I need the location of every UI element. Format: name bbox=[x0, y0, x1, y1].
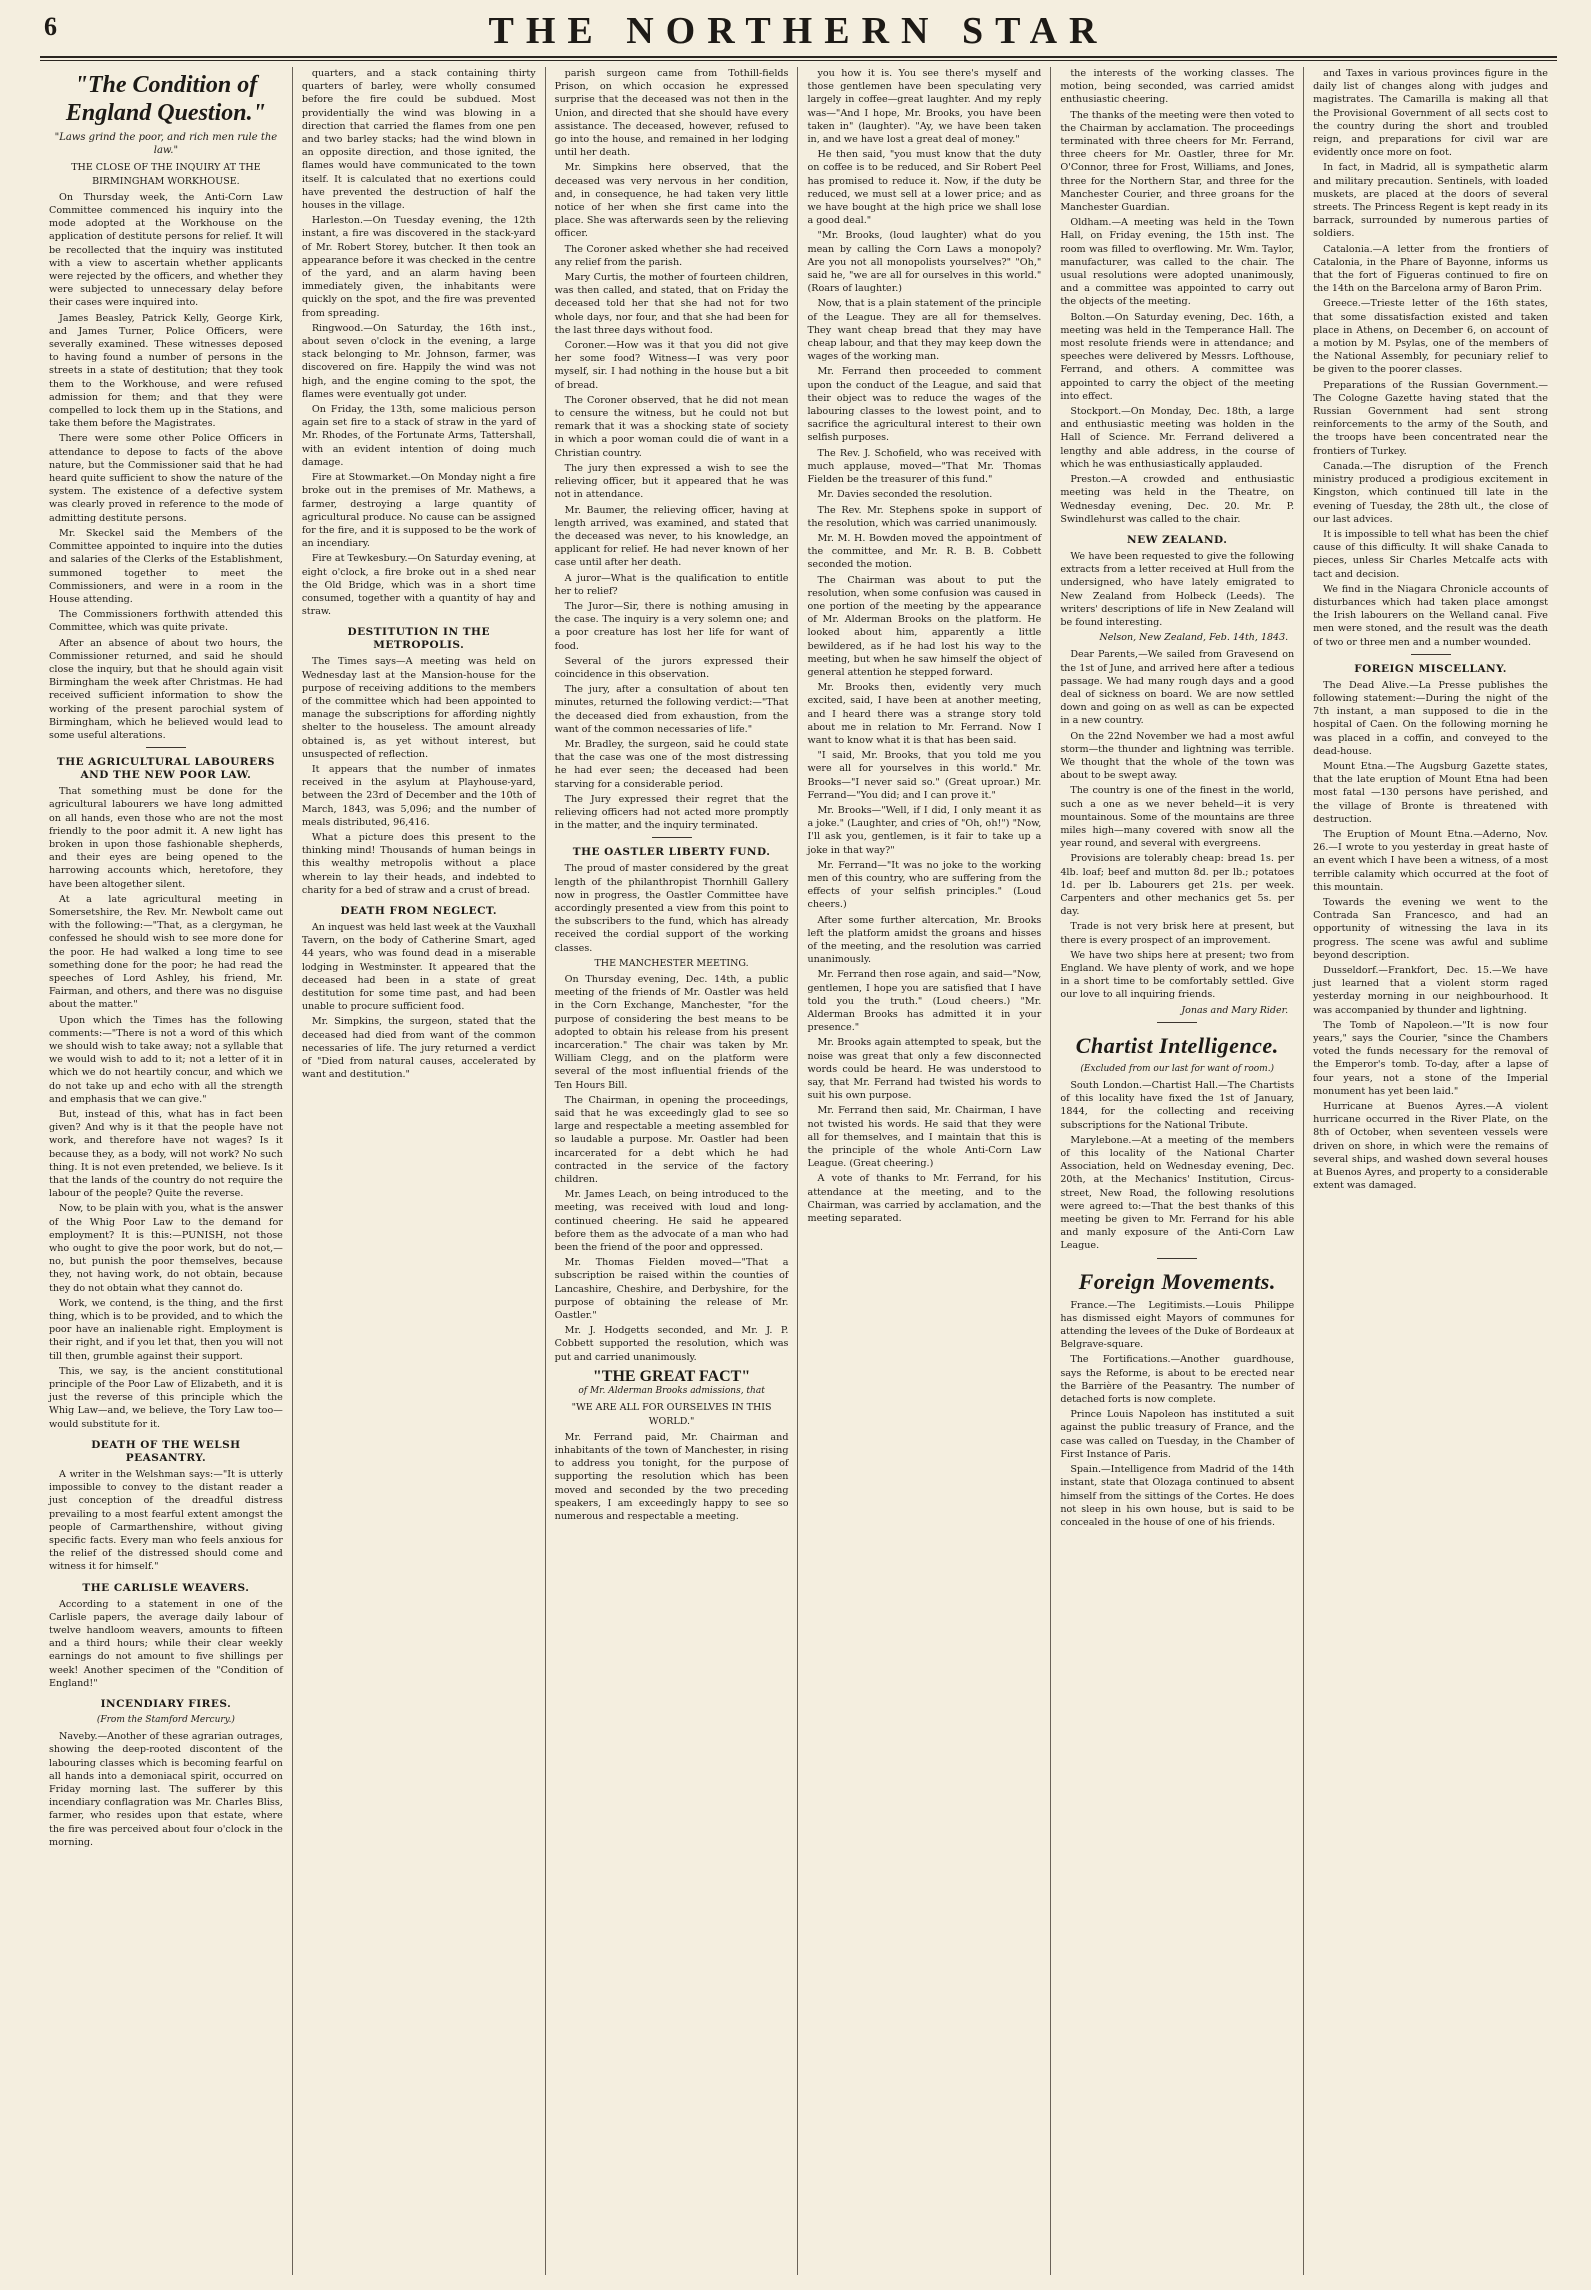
article-paragraph: Canada.—The disruption of the French ministry produced a prodigious excitement in Kingston, which continued till late in the evening of Tuesday, the 28th ult., the close of our last advices. bbox=[1313, 460, 1548, 525]
article-paragraph: After an absence of about two hours, the Commissioner returned, and said he should close the inquiry, but that he should again visit Birmingham the week after Christmas. He had received sufficient information to show the working of the present parochial system of Birmingham, which he believed would lead to some useful alterations. bbox=[49, 637, 283, 741]
newspaper-title: THE NORTHERN STAR bbox=[488, 10, 1109, 52]
new-zealand-heading: NEW ZEALAND. bbox=[1127, 533, 1228, 546]
article-paragraph: On Thursday evening, Dec. 14th, a public meeting of the friends of Mr. Oastler was held in the Corn Exchange, Manchester, "for the purpose of considering the best means to be adopted to obtain his release from his present incarceration." The chair was taken by Mr. William Clegg, and on the platform were several of the most influential friends of the Ten Hours Bill. bbox=[554, 974, 789, 1091]
article-paragraph: In fact, in Madrid, all is sympathetic alarm and military precaution. Sentinels, with loaded muskets, are placed at the doors of several streets. The Princess Regent is kept ready in its barrack, surrounded by numerous parties of soldiers. bbox=[1313, 162, 1548, 240]
article-paragraph: "Mr. Brooks, (loud laughter) what do you mean by calling the Corn Laws a monopoly? Are you not all monopolists yourselves?" "Oh," said he, "we are all for ourselves in this world." (Roars of laughter.) bbox=[807, 230, 1042, 295]
article-paragraph: We have two ships here at present; two from England. We have plenty of work, and we hope in a short time to be comfortably settled. Give our love to all inquiring friends. bbox=[1060, 949, 1295, 1001]
article-paragraph: At a late agricultural meeting in Somersetshire, the Rev. Mr. Newbolt came out with the following:—"That, as a clergyman, he confessed he should wish to see more done for the poor. He had walked a long time to see something done for the poor; he had read the speeches of Lord Ashley, his friend, Mr. Fairman, and others, and there was no disguise about the matter." bbox=[49, 893, 283, 1011]
article-paragraph: A juror—What is the qualification to entitle her to relief? bbox=[554, 572, 789, 597]
great-fact-subheading: of Mr. Alderman Brooks admissions, that bbox=[578, 1386, 765, 1397]
column-4 bbox=[798, 67, 1051, 2275]
article-paragraph: Mr. Bradley, the surgeon, said he could state that the case was one of the most distressing he had ever seen; the deceased had been starving for a considerable period. bbox=[554, 738, 789, 790]
page-number: 6 bbox=[44, 12, 57, 41]
agricultural-labourers-heading: THE AGRICULTURAL LABOURERS AND THE NEW POOR LAW. bbox=[56, 756, 275, 782]
article-paragraph: The Dead Alive.—La Presse publishes the following statement:—During the night of the 7th instant, a man supposed to die in the hospital of Caen. On the following morning he was placed in a coffin, and conveyed to the dead-house. bbox=[1313, 679, 1548, 757]
article-paragraph: The Commissioners forthwith attended this Committee, which was quite private. bbox=[49, 609, 283, 634]
article-paragraph: Now, that is a plain statement of the principle of the League. They are all for themselves. They want cheap bread that they may have cheap labour, and that they may keep down the wages of the working man. bbox=[807, 298, 1042, 363]
article-paragraph: The Jury expressed their regret that the relieving officers had not acted more promptly in the matter, and the inquiry terminated. bbox=[554, 793, 789, 832]
condition-of-england-headline: "The Condition of England Question." bbox=[65, 72, 266, 126]
article-paragraph: An inquest was held last week at the Vauxhall Tavern, on the body of Catherine Smart, aged 44 years, who was found dead in a miserable lodging in Westminster. It appeared that the deceased had been in a state of great destitution for some time past, and had been unable to procure sufficient food. bbox=[301, 921, 536, 1013]
article-paragraph: According to a statement in one of the Carlisle papers, the average daily labour of twelve handloom weavers, amounts to fifteen and a third hours; while their clear weekly earnings do not amount to five shillings per week! Another specimen of the "Condition of England!" bbox=[49, 1598, 283, 1689]
incendiary-fires-heading: INCENDIARY FIRES. bbox=[100, 1697, 232, 1710]
article-paragraph: A vote of thanks to Mr. Ferrand, for his attendance at the meeting, and to the Chairman, was carried by acclamation, and the meeting separated. bbox=[807, 1173, 1042, 1225]
manchester-meeting-subhead: THE MANCHESTER MEETING. bbox=[594, 957, 749, 969]
article-paragraph: Preparations of the Russian Government.—The Cologne Gazette having stated that the Russian Government had sent strong reinforcements to the army of the South, and the troops have been concentrated near the frontiers of Turkey. bbox=[1313, 379, 1548, 457]
article-paragraph: Provisions are tolerably cheap: bread 1s. per 4lb. loaf; beef and mutton 8d. per lb.; potatoes 1d. per lb. Labourers get 21s. per week. Carpenters and other mechanics get 5s. per day. bbox=[1060, 853, 1295, 918]
article-paragraph: Mr. Thomas Fielden moved—"That a subscription be raised within the counties of Lancashire, Cheshire, and Derbyshire, for the purpose of obtaining the release of Mr. Oastler." bbox=[554, 1257, 789, 1322]
article-paragraph: We have been requested to give the following extracts from a letter received at Hull from the undersigned, who have lately emigrated to New Zealand from Holbeck (Leeds). The writers' descriptions of life in New Zealand will be found interesting. bbox=[1060, 550, 1295, 628]
carlisle-weavers-heading: THE CARLISLE WEAVERS. bbox=[82, 1581, 250, 1594]
article-paragraph: Mr. Ferrand then rose again, and said—"Now, gentlemen, I hope you are satisfied that I have told you the truth." (Loud cheers.) "Mr. Alderman Brooks has admitted it in your presence." bbox=[807, 969, 1042, 1034]
article-paragraph: On Friday, the 13th, some malicious person again set fire to a stack of straw in the yard of Mr. Rhodes, of the Fortunate Arms, Tattershall, with an evident intention of doing much damage. bbox=[301, 404, 536, 468]
section-divider bbox=[1157, 1022, 1197, 1023]
article-paragraph: Ringwood.—On Saturday, the 16th inst., about seven o'clock in the evening, a large stack belonging to Mr. Johnson, farmer, was discovered on fire. Happily the wind was not high, and the engine coming to the spot, the flames were eventually got under. bbox=[301, 322, 536, 400]
article-paragraph: Mary Curtis, the mother of fourteen children, was then called, and stated, that on Friday the deceased told her that she had not for two whole days, nor four, and that she had been for the last three days without food. bbox=[554, 272, 789, 336]
article-paragraph: The proud of master considered by the great length of the philanthropist Thornhill Gallery now in progress, the Oastler Committee have accordingly presented a view from this point to the subscribers to the fund, which has already received the cordial support of the working classes. bbox=[554, 863, 789, 954]
birmingham-workhouse-subhead: THE CLOSE OF THE INQUIRY AT THE BIRMINGHAM WORKHOUSE. bbox=[71, 162, 261, 187]
article-paragraph: This, we say, is the ancient constitutional principle of the Poor Law of Elizabeth, and it is just the reverse of this principle which the Whig Law—and, we believe, the Tory Law too—would substitute for it. bbox=[49, 1365, 283, 1430]
chartist-intelligence-heading: Chartist Intelligence. bbox=[1075, 1032, 1279, 1058]
article-paragraph: Catalonia.—A letter from the frontiers of Catalonia, in the Phare of Bayonne, informs us that the fort of Figueras continued to fire on the 14th on the Barcelona army of Baron Prim. bbox=[1313, 243, 1548, 295]
article-paragraph: Mr. Skeckel said the Members of the Committee appointed to inquire into the duties and salaries of the Clerks of the Establishment, summoned together to meet the Commissioners, and were in a room in the House attending. bbox=[49, 527, 283, 605]
article-paragraph: Now, to be plain with you, what is the answer of the Whig Poor Law to the demand for employment? It is this:—PUNISH, not those who ought to give the poor work, but do not,—no, but punish the poor themselves, because they, not having work, do not obtain, because they do not obtain what they cannot do. bbox=[49, 1203, 283, 1294]
article-paragraph: South London.—Chartist Hall.—The Chartists of this locality have fixed the 1st of January, 1844, for the collecting and receiving subscriptions for the National Tribute. bbox=[1060, 1080, 1295, 1131]
article-paragraph: Stockport.—On Monday, Dec. 18th, a large and enthusiastic meeting was holden in the Hall of Science. Mr. Ferrand delivered a lengthy and able address, in the course of which he was enthusiastically applauded. bbox=[1060, 406, 1295, 470]
article-paragraph: Spain.—Intelligence from Madrid of the 14th instant, state that Olozaga continued to absent himself from the sittings of the Cortes. He does not sleep in his own house, but is said to be concealed in the house of one of his friends. bbox=[1060, 1464, 1295, 1528]
section-divider bbox=[1157, 1258, 1197, 1259]
article-paragraph: Hurricane at Buenos Ayres.—A violent hurricane occurred in the River Plate, on the 8th of October, when seventeen vessels were driven on shore, in which were the remains of several ships, and washed down several houses at Buenos Ayres, and property to a considerable extent was damaged. bbox=[1313, 1101, 1548, 1192]
article-paragraph: "I said, Mr. Brooks, that you told me you were all for yourselves in this world." Mr. Brooks—"I never said so." (Great uproar.) Mr. Ferrand—"You did; and I can prove it." bbox=[807, 750, 1042, 801]
oastler-fund-heading: THE OASTLER LIBERTY FUND. bbox=[572, 846, 771, 859]
article-paragraph: After some further altercation, Mr. Brooks left the platform amidst the groans and hisses of the meeting, and the resolution was carried unanimously. bbox=[807, 914, 1042, 966]
article-paragraph: parish surgeon came from Tothill-fields Prison, on which occasion he expressed surprise that the deceased was not then in the Union, and directed that she should have every assistance. The deceased, however, refused to go into the house, and remained in her lodging until her death. bbox=[554, 68, 789, 159]
great-fact-quote: "WE ARE ALL FOR OURSELVES IN THIS WORLD." bbox=[571, 1402, 772, 1427]
section-divider bbox=[146, 747, 186, 748]
article-paragraph: The thanks of the meeting were then voted to the Chairman by acclamation. The proceedings terminated with three cheers for Mr. Ferrand, three cheers for Mr. Oastler, three for Mr. O'Connor, three for Frost, Williams, and Jones, three for the Northern Star, and three for the Manchester Courier, and three groans for the Manchester Guardian. bbox=[1060, 109, 1295, 214]
article-paragraph: On the 22nd November we had a most awful storm—the thunder and lightning was terrible. We thought that the whole of the town was about to be swept away. bbox=[1060, 730, 1295, 782]
article-paragraph: He then said, "you must know that the duty on coffee is to be reduced, and Sir Robert Peel has promised to reduce it. Now, if the duty be reduced, we must sell at a lower price; and as we have bought at the high price we shall lose a good deal." bbox=[807, 149, 1042, 227]
article-paragraph: Several of the jurors expressed their coincidence in this observation. bbox=[554, 655, 789, 680]
article-paragraph: We find in the Niagara Chronicle accounts of disturbances which had taken place amongst the Irish labourers on the Welland canal. Five men were stoned, and the result was the death of two or three men and a number wounded. bbox=[1313, 583, 1548, 648]
article-paragraph: The Tomb of Napoleon.—"It is now four years," says the Courier, "since the Chambers voted the funds necessary for the removal of the Emperor's tomb. To-day, after a lapse of four years, not a stone of the Imperial monument has yet been laid." bbox=[1313, 1019, 1548, 1097]
column-2 bbox=[293, 67, 546, 2275]
article-paragraph: Mr. Davies seconded the resolution. bbox=[817, 489, 993, 501]
article-paragraph: Dusseldorf.—Frankfort, Dec. 15.—We have just learned that a violent storm raged yesterday morning in our neighbourhood. It was accompanied by thunder and lightning. bbox=[1313, 965, 1548, 1016]
article-paragraph: The country is one of the finest in the world, such a one as we never beheld—it is very mountainous. Some of the mountains are three miles high—many covered with snow all the year round, and several with evergreens. bbox=[1060, 785, 1295, 850]
article-paragraph: The jury, after a consultation of about ten minutes, returned the following verdict:—"That the deceased died from exhaustion, from the want of the common necessaries of life." bbox=[554, 684, 789, 735]
article-paragraph: Trade is not very brisk here at present, but there is every prospect of an improvement. bbox=[1060, 921, 1295, 946]
article-paragraph: Upon which the Times has the following comments:—"There is not a word of this which we should wish to take away; not a syllable that we would wish to add to it; not a letter of it in which we do not heartily concur, and which we do not take up and echo with all the strength and emphasis that we can give." bbox=[49, 1014, 283, 1105]
article-paragraph: That something must be done for the agricultural labourers we have long admitted on all hands, even those who are not the most friendly to the poor admit it. A new light has broken in upon those fashionable shepherds, and their eyes are being opened to the harrowing accounts which, heretofore, they have been altogether silent. bbox=[49, 786, 283, 890]
article-paragraph: Preston.—A crowded and enthusiastic meeting was held in the Theatre, on Wednesday evening, Dec. 20. Mr. P. Swindlehurst was called to the chair. bbox=[1060, 474, 1295, 525]
article-paragraph: Bolton.—On Saturday evening, Dec. 16th, a meeting was held in the Temperance Hall. The most resolute friends were in attendance; and speeches were delivered by Messrs. Lofthouse, Ferrand, and others. A committee was appointed to carry the object of the meeting into effect. bbox=[1060, 311, 1295, 402]
article-paragraph: France.—The Legitimists.—Louis Philippe has dismissed eight Mayors of communes for attending the levees of the Duke of Bordeaux at Belgrave-square. bbox=[1060, 1299, 1295, 1351]
article-paragraph: The Rev. Mr. Stephens spoke in support of the resolution, which was carried unanimously. bbox=[807, 504, 1042, 529]
article-paragraph: A writer in the Welshman says:—"It is utterly impossible to convey to the distant reader a just conception of the dreadful distress prevailing to a most fearful extent amongst the people of Carmarthenshire, without giving specific facts. Every man who feels anxious for the relief of the distressed should come and witness it for himself." bbox=[49, 1468, 283, 1573]
article-paragraph: Mr. Ferrand paid, Mr. Chairman and inhabitants of the town of Manchester, in rising to address you tonight, for the purpose of supporting the resolution which has been moved and seconded by the two preceding speakers, I am exceedingly happy to see so numerous and respectable a meeting. bbox=[554, 1431, 789, 1522]
article-paragraph: Mr. Brooks then, evidently very much excited, said, I have been at another meeting, and I heard there was a strange story told about me in relation to Mr. Ferrand. Now I want to know what it is that has been said. bbox=[807, 682, 1042, 746]
foreign-miscellany-heading: FOREIGN MISCELLANY. bbox=[1354, 662, 1507, 675]
article-paragraph: Work, we contend, is the thing, and the first thing, which is to be provided, and to which the poor have an inalienable right. Employment is their right, and if you let that, then you will not till then, grumble against their support. bbox=[49, 1297, 283, 1362]
article-paragraph: the interests of the working classes. The motion, being seconded, was carried amidst enthusiastic cheering. bbox=[1060, 68, 1295, 106]
destitution-heading: DESTITUTION IN THE METROPOLIS. bbox=[347, 626, 490, 652]
article-paragraph: Mr. James Leach, on being introduced to the meeting, was received with loud and long-continued cheering. He said he appeared before them as the advocate of a man who had been the friend of the poor and oppressed. bbox=[554, 1189, 789, 1254]
columns bbox=[40, 67, 1557, 2275]
article-paragraph: The Coroner observed, that he did not mean to censure the witness, but he could not but remark that it was a shocking state of society in which a poor woman could die of want in a Christian country. bbox=[554, 394, 789, 459]
masthead bbox=[40, 8, 1557, 54]
death-from-neglect-heading: DEATH FROM NEGLECT. bbox=[340, 904, 498, 917]
welsh-peasantry-heading: DEATH OF THE WELSH PEASANTRY. bbox=[91, 1438, 241, 1464]
article-paragraph: Towards the evening we went to the Contrada San Francesco, and had an opportunity of witnessing the lava in its progress. The scene was awful and sublime beyond description. bbox=[1313, 896, 1548, 961]
great-fact-heading: "THE GREAT FACT" bbox=[592, 1367, 751, 1385]
article-paragraph: The Chairman was about to put the resolution, when some confusion was caused in one portion of the meeting by the appearance of Mr. Alderman Brooks on the platform. He looked about him, apparently a little bewildered, as if he had lost his way to the meeting, but when he saw himself the object of general attention he stepped forward. bbox=[807, 574, 1042, 678]
article-paragraph: The Fortifications.—Another guardhouse, says the Reforme, is about to be erected near the Barrière of the Peasantry. The number of detached forts is now complete. bbox=[1060, 1354, 1295, 1406]
foreign-movements-heading: Foreign Movements. bbox=[1078, 1268, 1276, 1294]
letter-signature: Jonas and Mary Rider. bbox=[1181, 1004, 1289, 1016]
article-paragraph: Harleston.—On Tuesday evening, the 12th instant, a fire was discovered in the stack-yard of Mr. Robert Storey, butcher. It then took an appearance before it was checked in the centre of the yard, and an alarm having been immediately given, the inhabitants were quickly on the spot, and the fire was prevented from spreading. bbox=[301, 215, 536, 319]
article-paragraph: It is impossible to tell what has been the chief cause of this difficulty. It will shake Canada to pieces, unless Sir Charles Metcalfe acts with tact and decision. bbox=[1313, 528, 1548, 580]
article-paragraph: The Eruption of Mount Etna.—Aderno, Nov. 26.—I wrote to you yesterday in great haste of an event which I have been a witness, of a most terrible calamity which occurred at the foot of this mountain. bbox=[1313, 828, 1548, 893]
article-paragraph: Fire at Tewkesbury.—On Saturday evening, at eight o'clock, a fire broke out in a shed near the Old Bridge, which was in a short time consumed, together with a quantity of hay and straw. bbox=[301, 553, 536, 618]
source-credit: (From the Stamford Mercury.) bbox=[96, 1714, 235, 1725]
article-paragraph: It appears that the number of inmates received in the asylum at Playhouse-yard, between the 23rd of December and the 10th of March, 1843, was 5,096; and the number of meals distributed, 96,416. bbox=[301, 763, 536, 828]
article-paragraph: Mount Etna.—The Augsburg Gazette states, that the late eruption of Mount Etna had been most fatal —130 persons have perished, and the village of Bronte is threatened with destruction. bbox=[1313, 760, 1548, 825]
article-paragraph: Mr. Simpkins here observed, that the deceased was very nervous in her condition, and, in consequence, he had taken very little notice of her when she first came into the place. She was afterwards seen by the relieving officer. bbox=[554, 162, 789, 240]
article-paragraph: quarters, and a stack containing thirty quarters of barley, were wholly consumed before the fire could be subdued. Most providentially the wind was blowing in a direction that carried the flames from one pen and two barley stacks; had the wind blown in an opposite direction, and those ignited, the flames would have communicated to the town itself. It is calculated that no exertions could have prevented the destruction of half the houses in the village. bbox=[301, 68, 536, 212]
article-paragraph: Marylebone.—At a meeting of the members of this locality of the National Charter Association, held on Wednesday evening, Dec. 20th, at the Mechanics' Institution, Circus-street, New Road, the following resolutions were agreed to:—That the best thanks of this meeting be given to Mr. Ferrand for his able and manly exposure of the Anti-Corn Law League. bbox=[1060, 1134, 1295, 1252]
motto: "Laws grind the poor, and rich men rule the law." bbox=[54, 132, 278, 157]
letter-dateline: Nelson, New Zealand, Feb. 14th, 1843. bbox=[1099, 632, 1289, 644]
column-6 bbox=[1304, 67, 1557, 2275]
article-paragraph: Mr. Baumer, the relieving officer, having at length arrived, was examined, and stated that the deceased was never, to his knowledge, an applicant for relief. He had never known of her case until after her death. bbox=[554, 504, 789, 569]
article-paragraph: Naveby.—Another of these agrarian outrages, showing the deep-rooted discontent of the labouring classes which is becoming fearful on all hands into a demoniacal spirit, occurred on Friday morning last. The sufferer by this incendiary conflagration was Mr. Charles Bliss, farmer, who resides upon that estate, where the fire was perceived about four o'clock in the morning. bbox=[49, 1731, 283, 1848]
article-paragraph: Mr. Ferrand then proceeded to comment upon the conduct of the League, and said that their object was to reduce the wages of the labouring classes to the lowest point, and to sacrifice the agricultural interest to their own selfish purposes. bbox=[807, 366, 1042, 444]
article-paragraph: Prince Louis Napoleon has instituted a suit against the public treasury of France, and the case was called on Tuesday, in the Chamber of First Instance of Paris. bbox=[1060, 1409, 1295, 1460]
article-paragraph: Dear Parents,—We sailed from Gravesend on the 1st of June, and arrived here after a tedious passage. We had many rough days and a good deal of sickness on board. We are now settled down and going on as well as can be expected in a new country. bbox=[1060, 649, 1295, 727]
article-paragraph: The Times says—A meeting was held on Wednesday last at the Mansion-house for the purpose of receiving additions to the members of the committee which had been appointed to manage the subscriptions for affording nightly shelter to the houseless. The amount already obtained is, as yet without interest, but unsuspected of reflection. bbox=[301, 656, 536, 760]
article-paragraph: Greece.—Trieste letter of the 16th states, that some dissatisfaction existed and taken place in Athens, on December 6, on account of a motion by M. Psylas, one of the members of the National Assembly, for pecuniary relief to be given to the poorer classes. bbox=[1313, 298, 1548, 376]
article-paragraph: The Juror—Sir, there is nothing amusing in the case. The inquiry is a very solemn one; and a poor creature has lost her life for want of food. bbox=[554, 600, 789, 652]
article-paragraph: James Beasley, Patrick Kelly, George Kirk, and James Turner, Police Officers, were severally examined. These witnesses deposed to having found a number of persons in the streets in a state of destitution; that they took them to the Workhouse, and were refused admission for them; and that they were compelled to lock them up in the Stations, and take them before the Magistrates. bbox=[49, 312, 283, 430]
article-paragraph: Fire at Stowmarket.—On Monday night a fire broke out in the premises of Mr. Mathews, a farmer, destroying a large quantity of agricultural produce. No cause can be assigned for the fire, and it is supposed to be the work of an incendiary. bbox=[301, 472, 536, 550]
article-paragraph: you how it is. You see there's myself and those gentlemen have been speculating very largely in coffee—great laughter. And my reply was—"And I hope, Mr. Brooks, you have been taken in" (laughter). "Ay, we have been taken in, and we have lost a great deal of money." bbox=[807, 68, 1042, 146]
article-paragraph: What a picture does this present to the thinking mind! Thousands of human beings in this wealthy metropolis without a place wherein to lay their heads, and indebted to charity for a bed of straw and a crust of bread. bbox=[301, 831, 536, 896]
article-paragraph: The Rev. J. Schofield, who was received with much applause, moved—"That Mr. Thomas Fielden be the treasurer of this fund." bbox=[807, 447, 1042, 486]
article-paragraph: Mr. Ferrand then said, Mr. Chairman, I have not twisted his words. He said that they were all for themselves, and I maintain that this is the principle of the whole Anti-Corn Law League. (Great cheering.) bbox=[807, 1105, 1042, 1170]
article-paragraph: and Taxes in various provinces figure in the daily list of changes along with judges and magistrates. The Camarilla is making all that the Provisional Government of all sects cost to the country during the short and troubled reign, and preparations for civil war are evidently once more on foot. bbox=[1313, 68, 1548, 159]
article-paragraph: Oldham.—A meeting was held in the Town Hall, on Friday evening, the 15th inst. The room was filled to overflowing. Mr. Wm. Taylor, manufacturer, was called to the chair. The usual resolutions were adopted unanimously, and a committee was appointed to carry out the objects of the meeting. bbox=[1060, 217, 1295, 308]
article-paragraph: Mr. Brooks again attempted to speak, but the noise was great that only a few disconnected words could be heard. He was understood to say, that Mr. Ferrand had twisted his words to suit his own purpose. bbox=[807, 1037, 1042, 1102]
article-paragraph: Mr. Brooks—"Well, if I did, I only meant it as a joke." (Laughter, and cries of "Oh, oh!") "Now, I'll ask you, gentlemen, is it fair to take up a joke in that way?" bbox=[807, 804, 1042, 856]
article-paragraph: The Chairman, in opening the proceedings, said that he was exceedingly glad to see so large and respectable a meeting assembled for so laudable a purpose. Mr. Oastler had been incarcerated for a debt which he had contracted in the service of the factory children. bbox=[554, 1094, 789, 1186]
article-paragraph: But, instead of this, what has in fact been given? And why is it that the people have not work, and therefore have not wages? Is it because they, as a body, will not work? No such thing. It is not even pretended, we believe. Is it that the lands of the country do not require the labour of the people? Quite the reverse. bbox=[49, 1109, 283, 1200]
article-paragraph: On Thursday week, the Anti-Corn Law Committee commenced his inquiry into the mode adopted at the Workhouse on the application of destitute persons for relief. It will be recollected that the inquiry was instituted with a view to ascertain whether applicants were rejected by the officers, and whether they were subjected to unnecessary delay before their cases were inquired into. bbox=[49, 191, 283, 309]
article-paragraph: Mr. M. H. Bowden moved the appointment of the committee, and Mr. R. B. B. Cobbett seconded the motion. bbox=[807, 532, 1042, 571]
article-paragraph: Coroner.—How was it that you did not give her some food? Witness—I was very poor myself, sir. I had nothing in the house but a bit of bread. bbox=[554, 340, 789, 391]
chartist-note: (Excluded from our last for want of room.) bbox=[1080, 1063, 1275, 1074]
article-paragraph: The jury then expressed a wish to see the relieving officer, but it appeared that he was not in attendance. bbox=[554, 462, 789, 501]
column-1 bbox=[40, 67, 293, 2275]
masthead-rule bbox=[40, 56, 1557, 61]
column-3 bbox=[546, 67, 799, 2275]
section-divider bbox=[652, 837, 692, 838]
article-paragraph: Mr. Ferrand—"It was no joke to the working men of this country, who are suffering from the effects of your selfish principles." (Loud cheers.) bbox=[807, 859, 1042, 911]
article-paragraph: Mr. Simpkins, the surgeon, stated that the deceased had died from want of the common necessaries of life. The jury returned a verdict of "Died from natural causes, accelerated by want and destitution." bbox=[301, 1016, 536, 1081]
column-5 bbox=[1051, 67, 1304, 2275]
section-divider bbox=[1411, 654, 1451, 655]
article-paragraph: The Coroner asked whether she had received any relief from the parish. bbox=[554, 243, 789, 268]
article-paragraph: There were some other Police Officers in attendance to depose to facts of the above nature, but the Commissioner said that he had heard quite sufficient to show the nature of the system. The existence of a defective system was clearly proved in reference to the mode of admitting destitute persons. bbox=[49, 433, 283, 524]
article-paragraph: Mr. J. Hodgetts seconded, and Mr. J. P. Cobbett supported the resolution, which was put and carried unanimously. bbox=[554, 1325, 789, 1363]
